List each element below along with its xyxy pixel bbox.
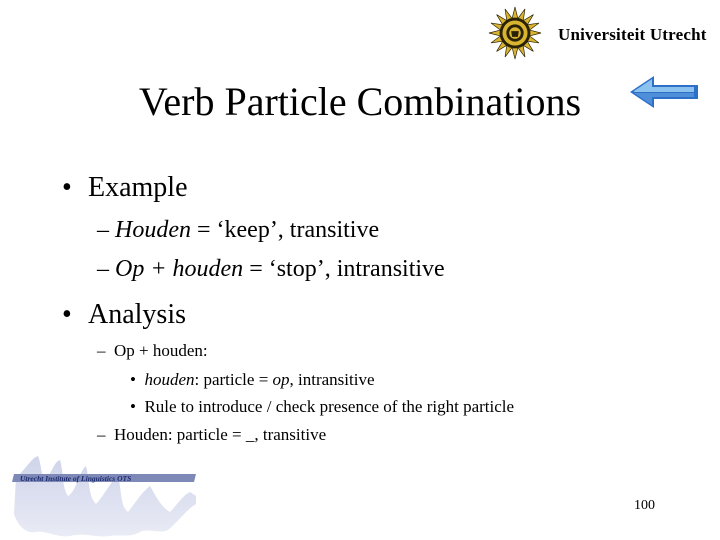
analysis-subitem-rule: [130, 396, 514, 418]
item-text: , intransitive: [289, 370, 375, 389]
gloss: = ‘keep’, transitive: [190, 217, 380, 243]
ots-logo-text: Utrecht Institute of Linguistics OTS: [20, 474, 132, 483]
example-item-op-houden: [97, 254, 445, 284]
dash: –: [97, 217, 115, 243]
item-text: Op + houden:: [114, 341, 208, 360]
lemma: houden: [144, 370, 195, 389]
bullet-dot: •: [62, 299, 72, 330]
university-name: Universiteit Utrecht: [558, 25, 707, 44]
dash: –: [97, 341, 114, 360]
dash: –: [97, 425, 114, 444]
ots-institute-logo: [10, 452, 200, 538]
bullet-label: Analysis: [88, 299, 186, 330]
bullet-label: Example: [88, 172, 188, 203]
lemma: Op + houden: [115, 256, 244, 282]
analysis-item-op-houden: [97, 340, 208, 362]
example-item-houden: [97, 215, 379, 245]
particle: op: [272, 370, 290, 389]
lemma: Houden: [115, 217, 191, 243]
bullet-dot: •: [62, 172, 72, 203]
slide-title: Verb Particle Combinations: [138, 79, 582, 124]
sub-bullet-dot: •: [130, 370, 145, 389]
item-text: Houden: particle = _, transitive: [114, 425, 327, 444]
sub-bullet-dot: •: [130, 397, 145, 416]
analysis-subitem-particle: [130, 369, 375, 391]
item-text: : particle =: [194, 370, 273, 389]
item-text: Rule to introduce / check presence of the right particle: [144, 397, 515, 416]
university-logo: [486, 6, 718, 58]
page-number: 100: [634, 498, 655, 513]
sun-seal-icon: [486, 6, 544, 60]
analysis-item-houden: [97, 424, 326, 446]
gloss: = ‘stop’, intransitive: [243, 256, 445, 282]
back-arrow-icon[interactable]: [628, 74, 700, 110]
dash: –: [97, 256, 115, 282]
